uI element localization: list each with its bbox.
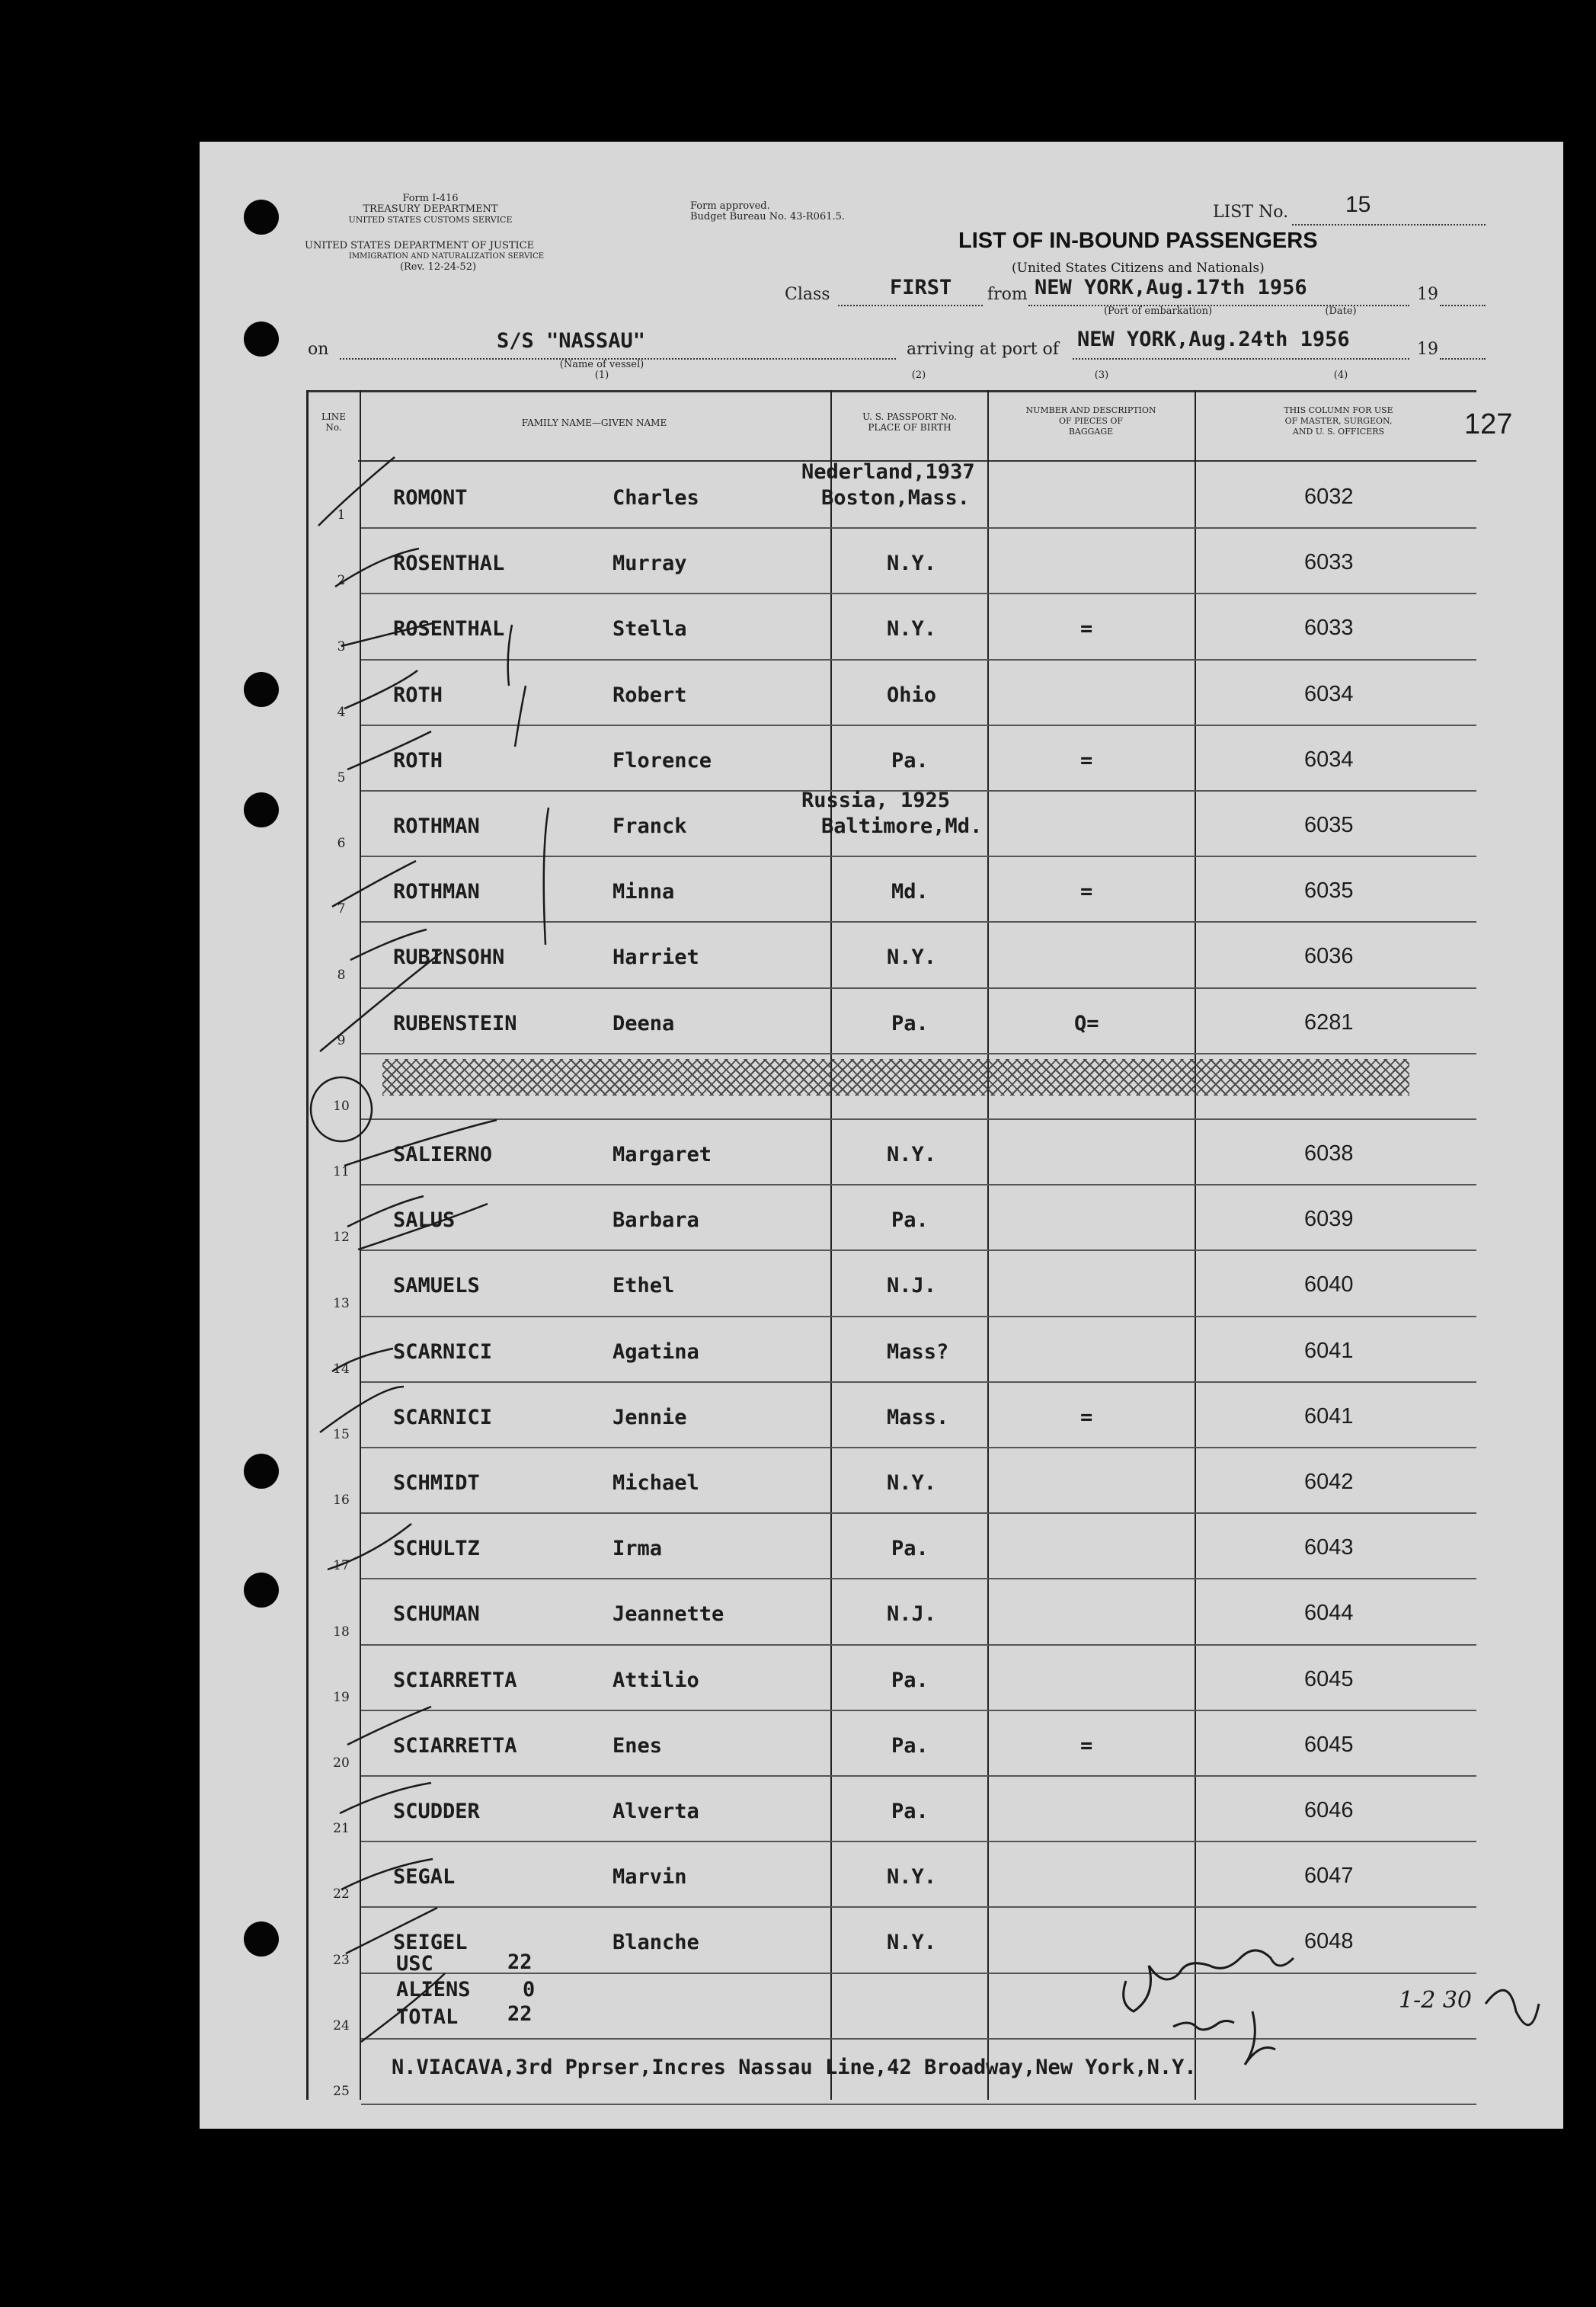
row-separator	[361, 1906, 1476, 1908]
given-name: Barbara	[612, 1208, 699, 1232]
row-number: 11	[333, 1164, 350, 1179]
officer-code: 6033	[1304, 550, 1354, 574]
row-number: 13	[333, 1296, 350, 1311]
document-page	[200, 142, 1563, 2129]
arriving-label: arriving at port of	[907, 340, 1059, 359]
place-of-birth: N.J.	[887, 1274, 937, 1297]
family-name: SAMUELS	[393, 1274, 480, 1297]
row-separator	[361, 1841, 1476, 1842]
given-name: Marvin	[612, 1865, 687, 1889]
place-of-birth: N.J.	[887, 1602, 937, 1626]
baggage-description: =	[1080, 617, 1093, 641]
row-number: 17	[333, 1558, 350, 1573]
row-separator	[361, 2104, 1476, 2105]
row-number: 5	[337, 770, 346, 786]
purser-statement: N.VIACAVA,3rd Pprser,Incres Nassau Line,42 Broadway,New York,N.Y.	[392, 2056, 1197, 2079]
passport-col-divider	[830, 390, 832, 2100]
family-name: SCHMIDT	[393, 1471, 480, 1495]
row-separator	[361, 1118, 1476, 1120]
row-number: 16	[333, 1493, 350, 1508]
family-name: ROTHMAN	[393, 814, 480, 838]
punch-hole	[244, 1573, 279, 1608]
officer-code: 6035	[1304, 878, 1354, 903]
row-separator	[361, 987, 1476, 989]
budget-bureau: Budget Bureau No. 43-R061.5.	[690, 211, 846, 222]
officer-code: 6041	[1304, 1339, 1354, 1363]
list-no-label: LIST No.	[1213, 203, 1289, 222]
birth-annotation: Russia, 1925	[801, 789, 951, 812]
place-of-birth: Md.	[891, 880, 929, 904]
col-header-officers: THIS COLUMN FOR USE OF MASTER, SURGEON, AND U. S. OFFICERS	[1284, 405, 1393, 437]
officers-col-divider	[1195, 390, 1196, 2100]
aliens-label: ALIENS	[396, 1978, 471, 2001]
vessel-caption: (Name of vessel)	[559, 359, 644, 370]
place-of-birth: Boston,Mass.	[821, 486, 971, 510]
embarkation-value: NEW YORK,Aug.17th 1956	[1035, 276, 1307, 299]
given-name: Robert	[612, 683, 687, 707]
punch-hole	[244, 672, 279, 707]
revision: (Rev. 12-24-52)	[399, 261, 477, 273]
list-no-line	[1292, 224, 1486, 226]
family-name: SCHULTZ	[393, 1537, 480, 1560]
given-name: Florence	[612, 749, 712, 773]
baggage-description: =	[1080, 1406, 1093, 1429]
officer-code: 6042	[1304, 1470, 1354, 1494]
col-number-2: (2)	[911, 370, 926, 381]
row-separator	[361, 1184, 1476, 1185]
aliens-value: 0	[523, 1978, 536, 2001]
treasury-dept: TREASURY DEPARTMENT	[363, 203, 498, 215]
year-line-1	[1440, 305, 1486, 306]
row-number: 20	[333, 1755, 350, 1771]
place-of-birth: Pa.	[891, 1800, 929, 1823]
given-name: Enes	[612, 1734, 663, 1758]
justice-dept: UNITED STATES DEPARTMENT OF JUSTICE	[305, 240, 535, 251]
place-of-birth: N.Y.	[887, 617, 937, 641]
date-caption: (Date)	[1325, 306, 1357, 317]
col-header-baggage: NUMBER AND DESCRIPTION OF PIECES OF BAGGAGE	[1025, 405, 1156, 437]
officer-code: 6044	[1304, 1601, 1354, 1625]
officer-code: 6040	[1304, 1272, 1354, 1297]
document-title: LIST OF IN-BOUND PASSENGERS	[958, 229, 1318, 253]
place-of-birth: Mass?	[887, 1340, 949, 1364]
baggage-description: =	[1080, 880, 1093, 904]
family-name: ROTH	[393, 683, 443, 707]
baggage-description: =	[1080, 749, 1093, 773]
officer-code: 6036	[1304, 944, 1354, 968]
officer-code: 6032	[1304, 485, 1354, 509]
col-number-3: (3)	[1094, 370, 1109, 381]
given-name: Murray	[612, 552, 687, 575]
customs-service: UNITED STATES CUSTOMS SERVICE	[348, 215, 513, 225]
year-label-1: 19	[1417, 285, 1438, 304]
row-separator	[361, 659, 1476, 661]
page-number: 127	[1464, 408, 1513, 440]
officer-code: 6033	[1304, 616, 1354, 640]
officer-code: 6047	[1304, 1864, 1354, 1888]
row-number: 25	[333, 2084, 350, 2099]
row-number: 12	[333, 1230, 350, 1245]
baggage-description: =	[1080, 1734, 1093, 1758]
given-name: Agatina	[612, 1340, 699, 1364]
row-number: 6	[337, 836, 346, 851]
given-name: Charles	[612, 486, 699, 510]
punch-hole	[244, 200, 279, 235]
row-number: 21	[333, 1821, 350, 1836]
family-name: SEIGEL	[393, 1931, 468, 1954]
arrival-value: NEW YORK,Aug.24th 1956	[1077, 328, 1350, 351]
officer-code: 6281	[1304, 1010, 1354, 1035]
crossed-out-row	[382, 1059, 1409, 1096]
family-name: RUBINSOHN	[393, 946, 505, 969]
row-number: 9	[337, 1033, 346, 1048]
row-separator	[361, 1644, 1476, 1646]
class-label: Class	[785, 285, 830, 304]
given-name: Blanche	[612, 1931, 699, 1954]
family-name: SCIARRETTA	[393, 1669, 517, 1692]
row-separator	[361, 856, 1476, 857]
total-value: 22	[507, 2002, 533, 2026]
punch-hole	[244, 1921, 279, 1957]
family-name: SCHUMAN	[393, 1602, 480, 1626]
row-number: 10	[333, 1099, 350, 1114]
col-number-4: (4)	[1333, 370, 1348, 381]
from-label: from	[987, 285, 1028, 304]
given-name: Alverta	[612, 1800, 699, 1823]
row-separator	[361, 1710, 1476, 1711]
place-of-birth: Ohio	[887, 683, 937, 707]
row-number: 14	[333, 1361, 350, 1377]
row-separator	[361, 1053, 1476, 1054]
family-name: SCARNICI	[393, 1406, 493, 1429]
total-label: TOTAL	[396, 2005, 459, 2029]
place-of-birth: N.Y.	[887, 552, 937, 575]
given-name: Attilio	[612, 1669, 699, 1692]
year-label-2: 19	[1417, 340, 1438, 359]
row-separator	[361, 921, 1476, 923]
row-number: 2	[337, 573, 346, 588]
form-approved: Form approved.	[690, 200, 770, 212]
officer-code: 6045	[1304, 1733, 1354, 1757]
officer-code: 6039	[1304, 1207, 1354, 1231]
col-header-name: FAMILY NAME—GIVEN NAME	[521, 418, 667, 428]
row-number: 3	[337, 639, 346, 654]
embarkation-caption: (Port of embarkation)	[1103, 306, 1213, 317]
officer-code: 6034	[1304, 682, 1354, 706]
family-name: ROTHMAN	[393, 880, 480, 904]
given-name: Franck	[612, 814, 687, 838]
row-number: 8	[337, 968, 346, 983]
row-separator	[361, 2038, 1476, 2040]
line-col-divider	[360, 390, 361, 2100]
row-separator	[361, 593, 1476, 594]
row-separator	[361, 1381, 1476, 1383]
on-label: on	[308, 340, 329, 359]
class-line	[838, 305, 983, 306]
baggage-col-divider	[987, 390, 989, 2100]
row-separator	[361, 1512, 1476, 1514]
row-number: 15	[333, 1427, 350, 1442]
row-number: 22	[333, 1886, 350, 1902]
family-name: SCUDDER	[393, 1800, 480, 1823]
row-number: 7	[337, 901, 346, 917]
place-of-birth: Pa.	[891, 1012, 929, 1035]
usc-value: 22	[507, 1950, 533, 1974]
row-number: 24	[333, 2018, 350, 2033]
officer-code: 6045	[1304, 1667, 1354, 1691]
handwritten-note: 1-2 30	[1399, 1987, 1473, 2014]
list-no-value: 15	[1345, 192, 1371, 217]
vessel-col-number: (1)	[594, 370, 609, 381]
family-name: SALIERNO	[393, 1143, 493, 1166]
row-separator	[361, 1316, 1476, 1317]
officer-code: 6048	[1304, 1929, 1354, 1953]
year-line-2	[1440, 358, 1486, 360]
place-of-birth: Baltimore,Md.	[821, 814, 983, 838]
punch-hole	[244, 322, 279, 357]
given-name: Harriet	[612, 946, 699, 969]
usc-label: USC	[396, 1952, 433, 1976]
row-number: 1	[337, 507, 346, 523]
row-number: 23	[333, 1953, 350, 1968]
family-name: SCARNICI	[393, 1340, 493, 1364]
birth-annotation: Nederland,1937	[801, 460, 975, 484]
family-name: SALUS	[393, 1208, 456, 1232]
place-of-birth: Pa.	[891, 1734, 929, 1758]
row-separator	[361, 1447, 1476, 1448]
given-name: Jennie	[612, 1406, 687, 1429]
row-separator	[361, 1249, 1476, 1251]
place-of-birth: Mass.	[887, 1406, 949, 1429]
punch-hole	[244, 1454, 279, 1489]
officer-code: 6035	[1304, 813, 1354, 837]
officer-code: 6046	[1304, 1798, 1354, 1822]
place-of-birth: N.Y.	[887, 946, 937, 969]
vessel-name: S/S "NASSAU"	[497, 329, 646, 353]
given-name: Jeannette	[612, 1602, 724, 1626]
class-value: FIRST	[890, 276, 952, 299]
row-number: 19	[333, 1690, 350, 1705]
place-of-birth: N.Y.	[887, 1931, 937, 1954]
given-name: Margaret	[612, 1143, 712, 1166]
place-of-birth: N.Y.	[887, 1143, 937, 1166]
place-of-birth: N.Y.	[887, 1471, 937, 1495]
family-name: ROTH	[393, 749, 443, 773]
family-name: SEGAL	[393, 1865, 456, 1889]
form-number: Form I-416	[402, 193, 459, 204]
given-name: Michael	[612, 1471, 699, 1495]
col-header-passport: U. S. PASSPORT No. PLACE OF BIRTH	[862, 411, 957, 433]
place-of-birth: Pa.	[891, 1537, 929, 1560]
officer-code: 6038	[1304, 1141, 1354, 1166]
family-name: ROSENTHAL	[393, 552, 505, 575]
table-top-border	[306, 390, 1476, 392]
row-separator	[361, 1775, 1476, 1777]
place-of-birth: Pa.	[891, 1208, 929, 1232]
given-name: Ethel	[612, 1274, 675, 1297]
arriving-line	[1073, 358, 1409, 360]
given-name: Deena	[612, 1012, 675, 1035]
table-left-border	[306, 390, 309, 2100]
row-separator	[361, 527, 1476, 529]
officer-code: 6034	[1304, 747, 1354, 772]
family-name: ROMONT	[393, 486, 468, 510]
ins-service: IMMIGRATION AND NATURALIZATION SERVICE	[348, 252, 545, 261]
place-of-birth: N.Y.	[887, 1865, 937, 1889]
given-name: Minna	[612, 880, 675, 904]
family-name: RUBENSTEIN	[393, 1012, 517, 1035]
officer-code: 6043	[1304, 1535, 1354, 1560]
punch-hole	[244, 792, 279, 827]
baggage-description: Q=	[1074, 1012, 1099, 1035]
col-header-line: LINE No.	[321, 411, 346, 433]
family-name: SCIARRETTA	[393, 1734, 517, 1758]
given-name: Stella	[612, 617, 687, 641]
officer-code: 6041	[1304, 1404, 1354, 1429]
row-number: 4	[337, 705, 346, 720]
row-separator	[361, 725, 1476, 726]
document-subtitle: (United States Citizens and Nationals)	[1012, 261, 1265, 276]
given-name: Irma	[612, 1537, 663, 1560]
family-name: ROSENTHAL	[393, 617, 505, 641]
row-separator	[361, 1578, 1476, 1579]
place-of-birth: Pa.	[891, 1669, 929, 1692]
place-of-birth: Pa.	[891, 749, 929, 773]
row-number: 18	[333, 1624, 350, 1640]
